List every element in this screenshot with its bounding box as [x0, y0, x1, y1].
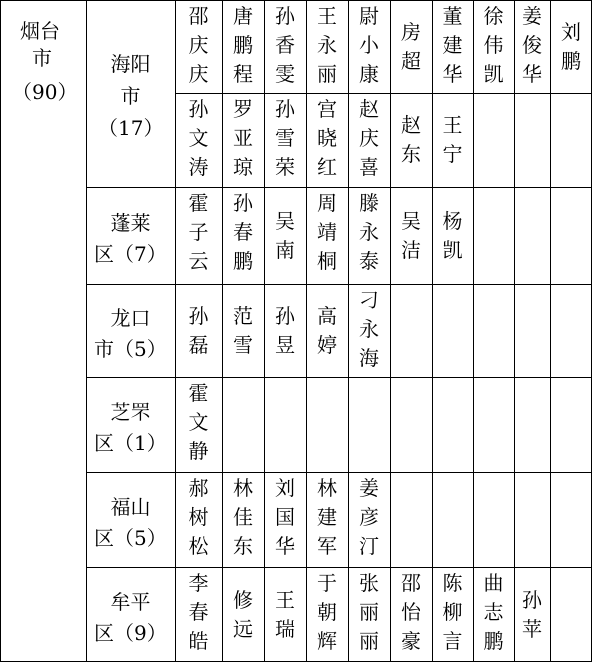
name-cell: 孙香雯 — [275, 4, 295, 86]
grid-line — [222, 0, 223, 662]
name-cell: 邵庆庆 — [188, 4, 209, 86]
grid-line — [264, 0, 265, 662]
grid-line — [175, 0, 176, 662]
name-cell: 赵庆喜 — [359, 97, 379, 179]
name-cell: 唐鹏程 — [233, 4, 253, 86]
district-penglai-name-line1: 蓬莱 — [110, 210, 151, 235]
district-fushan-name-line1: 福山 — [110, 494, 151, 519]
name-cell: 姜俊华 — [522, 4, 542, 86]
name-cell: 孙苹 — [522, 587, 542, 641]
district-haiyang-count: （17） — [98, 115, 164, 140]
grid-line — [0, 0, 592, 1]
grid-line — [86, 187, 592, 188]
district-longkou-name-line1: 龙口 — [110, 305, 151, 330]
name-cell: 孙磊 — [188, 303, 209, 357]
name-cell: 吴南 — [275, 208, 295, 262]
district-longkou-name-line2: 市（5） — [94, 336, 167, 361]
district-fushan-name-line2: 区（5） — [94, 525, 167, 550]
name-cell: 霍子云 — [188, 191, 209, 273]
name-cell: 孙雪荣 — [275, 97, 295, 179]
district-zhifu-name-line1: 芝罘 — [110, 399, 151, 424]
district-haiyang-name-line2: 市 — [120, 83, 141, 108]
name-cell: 邵怡豪 — [401, 571, 421, 653]
grid-line — [86, 567, 592, 568]
name-cell: 罗亚琼 — [233, 97, 253, 179]
name-cell: 范雪 — [233, 303, 253, 357]
name-cell: 张丽丽 — [359, 571, 379, 653]
grid-line — [390, 0, 391, 662]
name-cell: 孙文涛 — [188, 97, 209, 179]
name-cell: 刘国华 — [275, 476, 295, 558]
city-count: （90） — [12, 80, 78, 104]
district-zhifu-name-line2: 区（1） — [94, 430, 167, 455]
name-cell: 李春皓 — [188, 571, 209, 653]
grid-line — [306, 0, 307, 662]
grid-line — [175, 93, 592, 94]
grid-line — [514, 0, 515, 662]
name-cell: 滕永泰 — [359, 191, 379, 273]
name-cell: 王宁 — [442, 113, 463, 166]
city-name-line2: 市 — [32, 46, 52, 70]
name-cell: 吴洁 — [401, 208, 421, 262]
name-cell: 郝树松 — [188, 476, 209, 558]
name-cell: 修远 — [233, 587, 253, 641]
name-cell: 王永丽 — [317, 4, 337, 86]
grid-line — [432, 0, 433, 662]
name-cell: 尉小康 — [359, 4, 379, 86]
name-cell: 刁永海 — [359, 288, 379, 370]
district-muping-name-line1: 牟平 — [110, 589, 151, 614]
grid-line — [348, 0, 349, 662]
name-cell: 林建军 — [317, 476, 337, 558]
name-cell: 王瑞 — [275, 587, 295, 641]
district-haiyang-name-line1: 海阳 — [110, 51, 151, 76]
name-cell: 徐伟凯 — [483, 4, 504, 86]
city-name-line1: 烟台 — [20, 19, 60, 43]
name-cell: 高婷 — [317, 303, 337, 357]
name-cell: 周靖桐 — [317, 191, 337, 273]
name-cell: 杨凯 — [442, 208, 463, 262]
name-cell: 赵东 — [401, 113, 421, 166]
name-cell: 陈柳言 — [442, 571, 463, 653]
grid-line — [473, 0, 474, 662]
district-penglai-name-line2: 区（7） — [94, 241, 167, 266]
name-cell: 林佳东 — [233, 476, 253, 558]
name-cell: 宫晓红 — [317, 97, 337, 179]
name-cell: 刘鹏 — [561, 19, 581, 73]
name-cell: 董建华 — [442, 4, 463, 86]
grid-line — [86, 472, 592, 473]
name-cell: 孙春鹏 — [233, 191, 253, 273]
grid-line — [86, 0, 87, 662]
district-muping-name-line2: 区（9） — [94, 620, 167, 645]
grid-line — [550, 0, 551, 662]
name-cell: 霍文静 — [188, 381, 209, 463]
grid-line — [0, 0, 1, 662]
name-cell: 房超 — [401, 19, 421, 73]
name-cell: 于朝辉 — [317, 571, 337, 653]
grid-line — [86, 284, 592, 285]
name-cell: 姜彦汀 — [359, 476, 379, 558]
grid-line — [86, 377, 592, 378]
name-cell: 孙昱 — [275, 303, 295, 357]
name-cell: 曲志鹏 — [483, 571, 504, 653]
